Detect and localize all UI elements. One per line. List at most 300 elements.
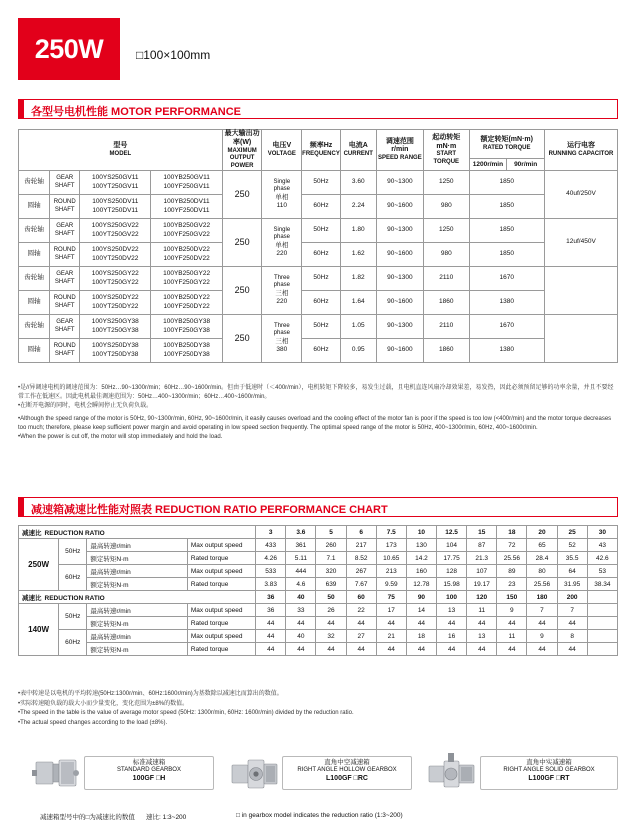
model-right: 100YB250GY22 100YF250GY22 bbox=[151, 267, 222, 291]
ratio-value: 90 bbox=[406, 591, 436, 604]
cell: 44 bbox=[256, 617, 286, 630]
shaft-type-en: ROUND SHAFT bbox=[50, 195, 80, 219]
cell: 130 bbox=[406, 539, 436, 552]
speed-range-cell: 90~1600 bbox=[376, 339, 423, 363]
row-label-en: Rated torque bbox=[187, 552, 255, 565]
cell: 40 bbox=[286, 630, 316, 643]
row-label-en: Rated torque bbox=[187, 578, 255, 591]
cell: 433 bbox=[256, 539, 286, 552]
power-label-250w: 250W bbox=[19, 539, 59, 591]
cell: 19.17 bbox=[467, 578, 497, 591]
cell: 64 bbox=[557, 565, 587, 578]
table-row bbox=[19, 604, 618, 617]
shaft-type-en: GEAR SHAFT bbox=[50, 315, 80, 339]
cell: 7.1 bbox=[316, 552, 346, 565]
table-row bbox=[19, 552, 618, 565]
cell: 44 bbox=[286, 643, 316, 656]
ratio-value: 3.6 bbox=[286, 526, 316, 539]
speed-range-cell: 90~1300 bbox=[376, 171, 423, 195]
capacitor-cell bbox=[544, 315, 617, 363]
cell: 23 bbox=[497, 578, 527, 591]
rated-torque-cell: 1380 bbox=[469, 339, 544, 363]
row-label-en: Max output speed bbox=[187, 630, 255, 643]
shaft-type-cn: 圆轴 bbox=[19, 243, 50, 267]
shaft-type-en: GEAR SHAFT bbox=[50, 219, 80, 243]
product-right-angle-solid-gearbox bbox=[424, 752, 618, 794]
ratio-value: 100 bbox=[437, 591, 467, 604]
cell: 33 bbox=[286, 604, 316, 617]
cell: 533 bbox=[256, 565, 286, 578]
ratio-value: 25 bbox=[557, 526, 587, 539]
ratio-value: 200 bbox=[557, 591, 587, 604]
power-label-140w: 140W bbox=[19, 604, 59, 656]
ratio-value-empty bbox=[587, 591, 617, 604]
cell: 36 bbox=[256, 604, 286, 617]
cell: 9.59 bbox=[376, 578, 406, 591]
start-torque-cell: 2110 bbox=[424, 267, 469, 291]
cell: 14 bbox=[406, 604, 436, 617]
table-row bbox=[19, 243, 618, 267]
cell: 5.11 bbox=[286, 552, 316, 565]
cell: 52 bbox=[557, 539, 587, 552]
cell: 12.78 bbox=[406, 578, 436, 591]
row-label-cn: 额定转矩N·m bbox=[87, 643, 188, 656]
cell: 128 bbox=[437, 565, 467, 578]
cell: 4.26 bbox=[256, 552, 286, 565]
start-torque-cell: 980 bbox=[424, 243, 469, 267]
cell: 28.4 bbox=[527, 552, 557, 565]
cell: 27 bbox=[346, 630, 376, 643]
note-cn-1: •是//异调速电机的调速范围为：50Hz…90~1300r/min；60Hz…90~1600r/min。但由于低速时（＜400r/min），电机转矩下降较多，易发生过载，且电机直连风扇冷却效果差，易发热，因此必须预留足够的功率余量，并且不要经常工作在低速区。因此电机最佳调速范围为：50Hz…400~1300r/min；60Hz…400~1600r/min。 bbox=[18, 385, 614, 400]
table-row bbox=[19, 195, 618, 219]
model-right: 100YB250DY22 100YF250DY22 bbox=[151, 291, 222, 315]
cell: 160 bbox=[406, 565, 436, 578]
cell: 44 bbox=[527, 617, 557, 630]
cell: 44 bbox=[437, 643, 467, 656]
speed-range-cell: 90~1600 bbox=[376, 291, 423, 315]
table-row bbox=[19, 315, 618, 339]
speed-range-cell: 90~1600 bbox=[376, 195, 423, 219]
product-name-cn: 直角中空减速箱 bbox=[324, 759, 370, 766]
cell: 4.6 bbox=[286, 578, 316, 591]
cell: 10.65 bbox=[376, 552, 406, 565]
cell: 65 bbox=[527, 539, 557, 552]
model-right: 100YB250GV11 100YF250GV11 bbox=[151, 171, 222, 195]
product-caption bbox=[84, 756, 214, 790]
start-torque-cell: 2110 bbox=[424, 315, 469, 339]
shaft-type-en: ROUND SHAFT bbox=[50, 339, 80, 363]
cell: 44 bbox=[376, 643, 406, 656]
speed-range-cell: 90~1600 bbox=[376, 243, 423, 267]
cell: 72 bbox=[497, 539, 527, 552]
ratio-label: 减速比 REDUCTION RATIO bbox=[19, 526, 256, 539]
current-cell: 1.05 bbox=[340, 315, 376, 339]
ratio-value: 150 bbox=[497, 591, 527, 604]
cell: 44 bbox=[437, 617, 467, 630]
current-cell: 2.24 bbox=[340, 195, 376, 219]
shaft-type-cn: 圆轴 bbox=[19, 195, 50, 219]
frequency-label: 60Hz bbox=[59, 565, 87, 591]
frequency-label: 50Hz bbox=[59, 604, 87, 630]
cell: 44 bbox=[557, 617, 587, 630]
cell: 31.95 bbox=[557, 578, 587, 591]
frequency-cell: 50Hz bbox=[302, 315, 341, 339]
rated-torque-cell: 1850 bbox=[469, 171, 544, 195]
start-torque-cell: 980 bbox=[424, 195, 469, 219]
ratio-note-en-2: •The actual speed changes according to the load (±8%). bbox=[18, 720, 168, 727]
capacitor-cell bbox=[544, 267, 617, 315]
row-label-cn: 额定转矩N·m bbox=[87, 617, 188, 630]
ratio-note-en-1: •The speed in the table is the value of average motor speed (50Hz: 1300r/min, 60Hz: 1600r/min) divided by the reduction ratio. bbox=[18, 710, 354, 717]
motor-notes bbox=[18, 384, 618, 443]
table-row bbox=[19, 643, 618, 656]
cell: 8 bbox=[557, 630, 587, 643]
cell: 9 bbox=[527, 630, 557, 643]
cell: 13 bbox=[437, 604, 467, 617]
footnote-right: □ in gearbox model indicates the reduction ratio (1:3~200) bbox=[236, 812, 403, 819]
cell: 44 bbox=[346, 643, 376, 656]
footnote-left: 减速箱型号中的□为减速比的数值 bbox=[40, 814, 135, 821]
ratio-value: 60 bbox=[346, 591, 376, 604]
cell: 13 bbox=[467, 630, 497, 643]
model-left: 100YS250DV22 100YT250DV22 bbox=[80, 243, 151, 267]
product-name-cn: 直角中实减速箱 bbox=[526, 759, 572, 766]
table-row bbox=[19, 578, 618, 591]
right-angle-solid-gearbox-image bbox=[426, 752, 478, 794]
cell: 42.6 bbox=[587, 552, 617, 565]
capacitor-cell: 40uf/250V bbox=[544, 171, 617, 219]
cell: 8.52 bbox=[346, 552, 376, 565]
rated-torque-cell: 1850 bbox=[469, 195, 544, 219]
note-en-1: •Although the speed range of the motor is 50Hz, 90~1300r/min, 60Hz, 90~1600r/min, it easily causes overload and the cooling effect of the motor fan is poor if the speed is too low (<400r/min) and the motor torque decreases too much; therefore, please keep sufficient power margin and avoid operating in low speed section frequently. The optimal speed range of the motor is 50Hz, 400~1300r/min, 60Hz, 400~1600r/min. bbox=[18, 416, 612, 431]
cell: 43 bbox=[587, 539, 617, 552]
cell-empty bbox=[587, 643, 617, 656]
current-cell: 1.80 bbox=[340, 219, 376, 243]
th-speed-range: 调速范围 r/min SPEED RANGE bbox=[376, 130, 423, 171]
cell: 25.56 bbox=[497, 552, 527, 565]
ratio-value: 15 bbox=[467, 526, 497, 539]
frequency-cell: 60Hz bbox=[302, 195, 341, 219]
ratio-value: 20 bbox=[527, 526, 557, 539]
ratio-value: 10 bbox=[406, 526, 436, 539]
cell: 44 bbox=[406, 643, 436, 656]
table-row bbox=[19, 291, 618, 315]
cell: 7 bbox=[557, 604, 587, 617]
ratio-value: 7.5 bbox=[376, 526, 406, 539]
th-max-output: 最大输出功率(W) MAXIMUM OUTPUT POWER bbox=[222, 130, 262, 171]
cell: 17 bbox=[376, 604, 406, 617]
cell: 21.3 bbox=[467, 552, 497, 565]
product-caption bbox=[480, 756, 618, 790]
rated-torque-cell: 1380 bbox=[469, 291, 544, 315]
rated-torque-cell: 1850 bbox=[469, 243, 544, 267]
section-accent-bar bbox=[19, 498, 24, 516]
table-row bbox=[19, 539, 618, 552]
cell: 44 bbox=[316, 617, 346, 630]
start-torque-cell: 1860 bbox=[424, 339, 469, 363]
cell: 15.98 bbox=[437, 578, 467, 591]
shaft-type-en: GEAR SHAFT bbox=[50, 267, 80, 291]
frequency-label: 60Hz bbox=[59, 630, 87, 656]
th-capacitor: 运行电容 RUNNING CAPACITOR bbox=[544, 130, 617, 171]
cell: 35.5 bbox=[557, 552, 587, 565]
model-right: 100YB250DY38 100YF250DY38 bbox=[151, 339, 222, 363]
note-en-2: •When the power is cut off, the motor will stop immediately and hold the load. bbox=[18, 434, 223, 441]
shaft-type-cn: 齿轮轴 bbox=[19, 171, 50, 195]
table-row bbox=[19, 630, 618, 643]
product-model: 100GF □H bbox=[132, 774, 166, 782]
ratio-value: 6 bbox=[346, 526, 376, 539]
footnote-middle: 速比: 1:3~200 bbox=[146, 814, 187, 821]
row-label-en: Max output speed bbox=[187, 604, 255, 617]
cell-empty bbox=[587, 630, 617, 643]
rated-torque-cell: 1670 bbox=[469, 315, 544, 339]
product-name-en: RIGHT ANGLE HOLLOW GEARBOX bbox=[297, 767, 397, 774]
cell: 44 bbox=[467, 643, 497, 656]
voltage-cell: Single phase 单相 110 bbox=[262, 171, 302, 219]
model-right: 100YB250DV22 100YF250DV22 bbox=[151, 243, 222, 267]
row-label-cn: 最高转速r/min bbox=[87, 630, 188, 643]
start-torque-cell: 1860 bbox=[424, 291, 469, 315]
cell: 7.67 bbox=[346, 578, 376, 591]
th-rated-torque-90: 90r/min bbox=[507, 158, 545, 170]
max-output-power: 250 bbox=[222, 315, 262, 363]
shaft-type-cn: 齿轮轴 bbox=[19, 219, 50, 243]
cell: 44 bbox=[467, 617, 497, 630]
cell: 44 bbox=[497, 617, 527, 630]
shaft-type-en: ROUND SHAFT bbox=[50, 243, 80, 267]
ratio-value: 120 bbox=[467, 591, 497, 604]
section-title-motor-performance bbox=[18, 99, 618, 119]
motor-performance-table bbox=[18, 129, 618, 363]
ratio-value: 40 bbox=[286, 591, 316, 604]
ratio-value: 18 bbox=[497, 526, 527, 539]
cell: 44 bbox=[557, 643, 587, 656]
ratio-header-140w bbox=[19, 591, 618, 604]
cell: 21 bbox=[376, 630, 406, 643]
cell: 320 bbox=[316, 565, 346, 578]
cell: 44 bbox=[316, 643, 346, 656]
cell: 217 bbox=[346, 539, 376, 552]
cell: 22 bbox=[346, 604, 376, 617]
shaft-type-cn: 圆轴 bbox=[19, 339, 50, 363]
shaft-type-cn: 齿轮轴 bbox=[19, 315, 50, 339]
cell: 267 bbox=[346, 565, 376, 578]
cell: 361 bbox=[286, 539, 316, 552]
row-label-cn: 最高转速r/min bbox=[87, 604, 188, 617]
ratio-value: 180 bbox=[527, 591, 557, 604]
ratio-notes bbox=[18, 690, 618, 729]
reduction-ratio-table bbox=[18, 525, 618, 656]
voltage-cell: Single phase 单相 220 bbox=[262, 219, 302, 267]
standard-gearbox-image bbox=[30, 752, 82, 794]
row-label-cn: 最高转速r/min bbox=[87, 539, 188, 552]
max-output-power: 250 bbox=[222, 267, 262, 315]
model-left: 100YS250GY38 100YT250GY38 bbox=[80, 315, 151, 339]
table-row bbox=[19, 339, 618, 363]
section-accent-bar bbox=[19, 100, 24, 118]
frequency-cell: 50Hz bbox=[302, 171, 341, 195]
cell: 11 bbox=[467, 604, 497, 617]
cell: 639 bbox=[316, 578, 346, 591]
ratio-value: 75 bbox=[376, 591, 406, 604]
frequency-cell: 60Hz bbox=[302, 243, 341, 267]
cell: 44 bbox=[497, 643, 527, 656]
current-cell: 0.95 bbox=[340, 339, 376, 363]
row-label-en: Max output speed bbox=[187, 539, 255, 552]
row-label-en: Rated torque bbox=[187, 643, 255, 656]
cell: 7 bbox=[527, 604, 557, 617]
model-right: 100YB250DV11 100YF250DV11 bbox=[151, 195, 222, 219]
cell: 44 bbox=[527, 643, 557, 656]
th-start-torque: 起动转矩 mN·m START TORQUE bbox=[424, 130, 469, 171]
voltage-cell: Three phase 三相 220 bbox=[262, 267, 302, 315]
product-name-en: STANDARD GEARBOX bbox=[117, 767, 181, 774]
cell: 17.75 bbox=[437, 552, 467, 565]
table-row bbox=[19, 267, 618, 291]
section-title-text: 减速箱减速比性能对照表 REDUCTION RATIO PERFORMANCE CHART bbox=[31, 504, 388, 516]
frequency-cell: 50Hz bbox=[302, 219, 341, 243]
cell: 104 bbox=[437, 539, 467, 552]
voltage-cell: Three phase 三相 380 bbox=[262, 315, 302, 363]
current-cell: 1.64 bbox=[340, 291, 376, 315]
model-right: 100YB250GY38 100YF250GY38 bbox=[151, 315, 222, 339]
ratio-value: 3 bbox=[256, 526, 286, 539]
cell: 107 bbox=[467, 565, 497, 578]
product-model: L100GF □RT bbox=[528, 774, 570, 782]
cell: 38.34 bbox=[587, 578, 617, 591]
frequency-cell: 50Hz bbox=[302, 267, 341, 291]
table-row bbox=[19, 565, 618, 578]
ratio-value: 12.5 bbox=[437, 526, 467, 539]
model-right: 100YB250GV22 100YF250GV22 bbox=[151, 219, 222, 243]
shaft-type-en: ROUND SHAFT bbox=[50, 291, 80, 315]
cell: 44 bbox=[346, 617, 376, 630]
model-left: 100YS250DY38 100YT250DY38 bbox=[80, 339, 151, 363]
ratio-value: 5 bbox=[316, 526, 346, 539]
th-rated-torque: 额定转矩(mN·m) RATED TORQUE bbox=[469, 130, 544, 159]
ratio-note-cn-2: •实际转速随负载的载大小而少量变化，变化范围为±8%的数值。 bbox=[18, 700, 189, 707]
row-label-cn: 额定转矩N·m bbox=[87, 552, 188, 565]
th-current: 电流A CURRENT bbox=[340, 130, 376, 171]
cell: 11 bbox=[497, 630, 527, 643]
cell-empty bbox=[587, 617, 617, 630]
cell: 444 bbox=[286, 565, 316, 578]
cell: 32 bbox=[316, 630, 346, 643]
product-name-en: RIGHT ANGLE SOLID GEARBOX bbox=[503, 767, 595, 774]
frequency-cell: 60Hz bbox=[302, 339, 341, 363]
cell: 16 bbox=[437, 630, 467, 643]
rated-torque-cell: 1850 bbox=[469, 219, 544, 243]
shaft-type-en: GEAR SHAFT bbox=[50, 171, 80, 195]
cell: 173 bbox=[376, 539, 406, 552]
table-row bbox=[19, 171, 618, 195]
start-torque-cell: 1250 bbox=[424, 171, 469, 195]
table-row bbox=[19, 219, 618, 243]
table-row bbox=[19, 617, 618, 630]
frame-size-label: □100×100mm bbox=[136, 48, 211, 62]
ratio-note-cn-1: •表中转速是以电机的平均转速(50Hz:1300r/min、60Hz:1600r/min)为基数除以减速比而算出的数值。 bbox=[18, 691, 283, 697]
current-cell: 1.82 bbox=[340, 267, 376, 291]
row-label-cn: 额定转矩N·m bbox=[87, 578, 188, 591]
model-left: 100YS250GV22 100YT250GV22 bbox=[80, 219, 151, 243]
cell: 44 bbox=[406, 617, 436, 630]
cell: 3.83 bbox=[256, 578, 286, 591]
cell: 213 bbox=[376, 565, 406, 578]
th-voltage: 电压V VOLTAGE bbox=[262, 130, 302, 171]
cell: 26 bbox=[316, 604, 346, 617]
rated-torque-cell: 1670 bbox=[469, 267, 544, 291]
model-left: 100YS250GY22 100YT250GY22 bbox=[80, 267, 151, 291]
product-model: L100GF □RC bbox=[326, 774, 368, 782]
cell: 9 bbox=[497, 604, 527, 617]
cell: 25.56 bbox=[527, 578, 557, 591]
current-cell: 1.62 bbox=[340, 243, 376, 267]
row-label-en: Rated torque bbox=[187, 617, 255, 630]
capacitor-cell: 12uf/450V bbox=[544, 219, 617, 267]
page-header bbox=[18, 18, 618, 80]
th-model: 型号 MODEL bbox=[19, 130, 223, 171]
row-label-en: Max output speed bbox=[187, 565, 255, 578]
ratio-value: 36 bbox=[256, 591, 286, 604]
speed-range-cell: 90~1300 bbox=[376, 315, 423, 339]
start-torque-cell: 1250 bbox=[424, 219, 469, 243]
cell: 44 bbox=[256, 630, 286, 643]
ratio-label: 减速比 REDUCTION RATIO bbox=[19, 591, 256, 604]
cell: 260 bbox=[316, 539, 346, 552]
th-rated-torque-1200: 1200r/min bbox=[469, 158, 507, 170]
max-output-power: 250 bbox=[222, 219, 262, 267]
note-cn-2: •在断开电源的同时，电机会瞬间停止无负荷负载。 bbox=[18, 403, 153, 410]
cell: 89 bbox=[497, 565, 527, 578]
cell: 44 bbox=[286, 617, 316, 630]
section-title-reduction-ratio bbox=[18, 497, 618, 517]
frequency-cell: 60Hz bbox=[302, 291, 341, 315]
section-title-text: 各型号电机性能 MOTOR PERFORMANCE bbox=[31, 106, 242, 118]
ratio-header-250w bbox=[19, 526, 618, 539]
cell: 53 bbox=[587, 565, 617, 578]
product-name-cn: 标准减速箱 bbox=[132, 759, 166, 766]
frequency-label: 50Hz bbox=[59, 539, 87, 565]
product-right-angle-hollow-gearbox bbox=[226, 752, 412, 794]
cell: 44 bbox=[256, 643, 286, 656]
model-left: 100YS250GV11 100YT250GV11 bbox=[80, 171, 151, 195]
ratio-value: 30 bbox=[587, 526, 617, 539]
speed-range-cell: 90~1300 bbox=[376, 267, 423, 291]
model-left: 100YS250DV11 100YT250DV11 bbox=[80, 195, 151, 219]
cell: 44 bbox=[376, 617, 406, 630]
max-output-power: 250 bbox=[222, 171, 262, 219]
ratio-value: 50 bbox=[316, 591, 346, 604]
product-strip bbox=[18, 752, 618, 804]
power-badge: 250W bbox=[18, 18, 120, 80]
row-label-cn: 最高转速r/min bbox=[87, 565, 188, 578]
current-cell: 3.60 bbox=[340, 171, 376, 195]
cell: 87 bbox=[467, 539, 497, 552]
cell: 18 bbox=[406, 630, 436, 643]
cell: 80 bbox=[527, 565, 557, 578]
cell: 14.2 bbox=[406, 552, 436, 565]
speed-range-cell: 90~1300 bbox=[376, 219, 423, 243]
shaft-type-cn: 齿轮轴 bbox=[19, 267, 50, 291]
product-standard-gearbox bbox=[28, 752, 214, 794]
shaft-type-cn: 圆轴 bbox=[19, 291, 50, 315]
model-left: 100YS250DY22 100YT250DY22 bbox=[80, 291, 151, 315]
cell-empty bbox=[587, 604, 617, 617]
th-frequency: 频率Hz FREQUENCY bbox=[302, 130, 341, 171]
product-caption bbox=[282, 756, 412, 790]
right-angle-hollow-gearbox-image bbox=[228, 752, 280, 794]
